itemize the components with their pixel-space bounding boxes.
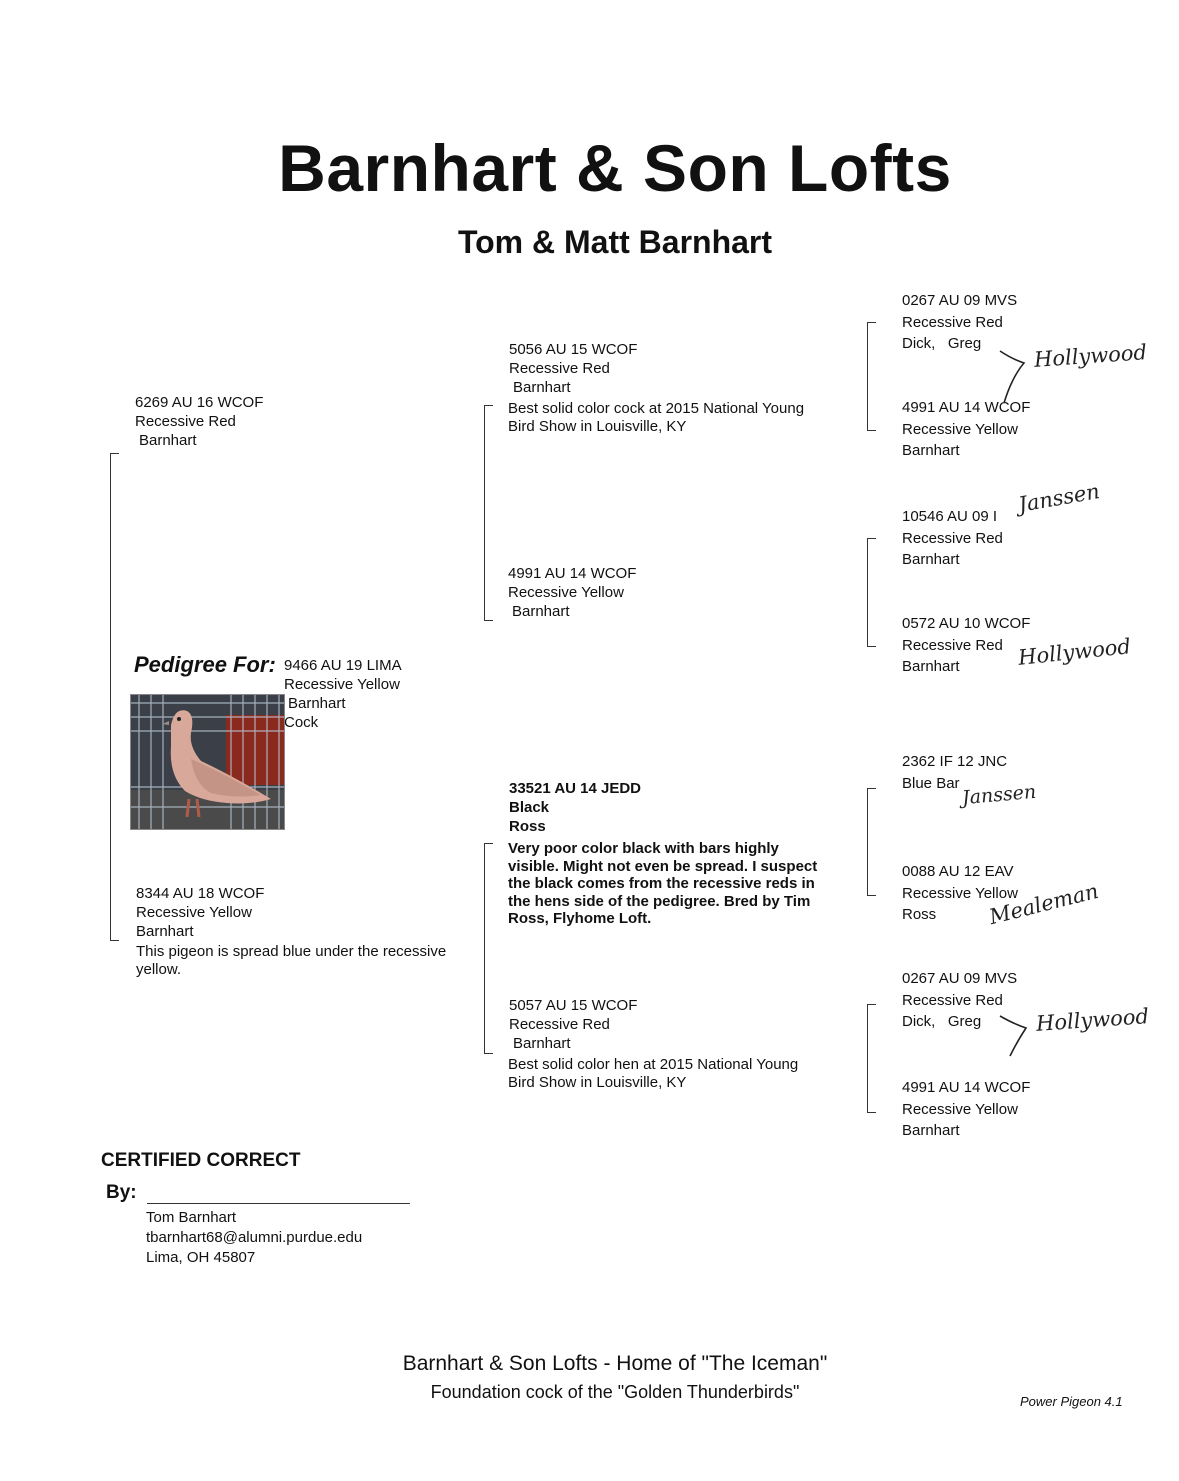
subject-info xyxy=(284,656,402,732)
contact-block xyxy=(146,1208,362,1268)
subject-color: Recessive Yellow xyxy=(284,676,400,693)
pigeon-photo xyxy=(130,694,285,830)
g3-6-breeder: Ross xyxy=(902,906,937,923)
software-version: Power Pigeon 4.1 xyxy=(1020,1394,1123,1409)
g3-7-color: Recessive Red xyxy=(902,991,1003,1009)
g3-4-band: 0572 AU 10 WCOF xyxy=(902,615,1031,632)
by-label: By: xyxy=(106,1182,137,1203)
handwritten-note-6: Hollywood xyxy=(1035,1004,1150,1036)
sire-sire-block xyxy=(509,340,637,397)
contact-address: Lima, OH 45807 xyxy=(146,1249,256,1266)
handwritten-note-4: Janssen xyxy=(961,780,1037,810)
g3-3-band: 10546 AU 09 I xyxy=(902,508,998,525)
handwritten-note-5: Mealeman xyxy=(986,878,1101,930)
dam-sire-note: Very poor color black with bars highly visible. Might not even be spread. I suspect the black comes from the recessive reds in the hens side of the pedigree. Bred by Tim Ross, Flyhome Loft. xyxy=(508,840,818,927)
sire-sire-breeder: Barnhart xyxy=(513,379,571,396)
dam-note: This pigeon is spread blue under the recessive yellow. xyxy=(136,943,447,978)
g3-6-band: 0088 AU 12 EAV xyxy=(902,863,1014,880)
g3-6-color: Recessive Yellow xyxy=(902,884,1018,902)
subject-band: 9466 AU 19 LIMA xyxy=(284,657,402,674)
g3-5-band: 2362 IF 12 JNC xyxy=(902,753,1008,770)
g3-8-breeder: Barnhart xyxy=(902,1122,960,1139)
dam-band: 8344 AU 18 WCOF xyxy=(136,885,265,902)
bracket-gen2-sire xyxy=(484,405,485,621)
sire-band: 6269 AU 16 WCOF xyxy=(135,394,264,411)
sire-dam-band: 4991 AU 14 WCOF xyxy=(508,565,637,582)
dam-block xyxy=(136,884,264,941)
dam-breeder: Barnhart xyxy=(136,923,194,940)
dam-sire-color: Black xyxy=(509,799,550,816)
subject-breeder: Barnhart xyxy=(288,695,346,712)
bracket-gen2-dam xyxy=(484,843,485,1054)
handwritten-note-2: Janssen xyxy=(1016,479,1102,517)
g3-3-block xyxy=(902,506,1003,571)
dam-sire-block xyxy=(509,779,641,836)
handwritten-bracket-2 xyxy=(998,1012,1030,1060)
sire-breeder: Barnhart xyxy=(139,432,197,449)
contact-name: Tom Barnhart xyxy=(146,1209,237,1226)
page-subtitle: Tom & Matt Barnhart xyxy=(457,224,773,260)
g3-8-color: Recessive Yellow xyxy=(902,1100,1018,1118)
page-title: Barnhart & Son Lofts xyxy=(278,131,952,205)
sire-color: Recessive Red xyxy=(135,413,236,430)
g3-2-color: Recessive Yellow xyxy=(902,420,1018,438)
bracket-gen1 xyxy=(110,453,111,941)
dam-sire-band: 33521 AU 14 JEDD xyxy=(509,780,642,797)
bracket-gen3-1 xyxy=(867,322,868,431)
dam-dam-breeder: Barnhart xyxy=(513,1035,571,1052)
bracket-gen3-3 xyxy=(867,788,868,896)
dam-dam-band: 5057 AU 15 WCOF xyxy=(509,997,638,1014)
sire-block xyxy=(135,393,263,450)
certified-heading: CERTIFIED CORRECT xyxy=(101,1150,301,1171)
handwritten-note-1: Hollywood xyxy=(1033,340,1148,372)
g3-4-color: Recessive Red xyxy=(902,636,1003,654)
g3-1-breeder: Dick, Greg xyxy=(902,335,982,352)
g3-3-color: Recessive Red xyxy=(902,529,1003,547)
footer-line-2: Foundation cock of the "Golden Thunderbirds" xyxy=(430,1382,800,1402)
g3-7-breeder: Dick, Greg xyxy=(902,1013,982,1030)
sire-sire-note: Best solid color cock at 2015 National Young Bird Show in Louisville, KY xyxy=(508,400,805,435)
dam-sire-breeder: Ross xyxy=(509,818,546,835)
handwritten-bracket-1 xyxy=(998,347,1028,409)
g3-1-band: 0267 AU 09 MVS xyxy=(902,292,1018,309)
g3-4-block xyxy=(902,613,1030,678)
sire-dam-breeder: Barnhart xyxy=(512,603,570,620)
sire-dam-color: Recessive Yellow xyxy=(508,584,624,601)
pigeon-illustration xyxy=(131,695,284,829)
sire-dam-block xyxy=(508,564,636,621)
contact-email: tbarnhart68@alumni.purdue.edu xyxy=(146,1229,363,1246)
dam-color: Recessive Yellow xyxy=(136,904,252,921)
bracket-gen3-4 xyxy=(867,1004,868,1113)
g3-7-band: 0267 AU 09 MVS xyxy=(902,970,1018,987)
g3-3-breeder: Barnhart xyxy=(902,551,960,568)
pedigree-label: Pedigree For: xyxy=(134,652,276,677)
sire-sire-band: 5056 AU 15 WCOF xyxy=(509,341,638,358)
handwritten-note-3: Hollywood xyxy=(1017,634,1132,670)
g3-8-block xyxy=(902,1077,1030,1142)
g3-8-band: 4991 AU 14 WCOF xyxy=(902,1079,1031,1096)
dam-dam-block xyxy=(509,996,637,1053)
sire-sire-color: Recessive Red xyxy=(509,360,610,377)
subject-sex: Cock xyxy=(284,714,319,731)
dam-dam-note: Best solid color hen at 2015 National Young Bird Show in Louisville, KY xyxy=(508,1056,799,1091)
g3-5-color: Blue Bar xyxy=(902,774,960,792)
bracket-gen3-2 xyxy=(867,538,868,647)
g3-1-color: Recessive Red xyxy=(902,313,1003,331)
g3-1-block xyxy=(902,290,1017,355)
g3-2-breeder: Barnhart xyxy=(902,442,960,459)
g3-2-band: 4991 AU 14 WCOF xyxy=(902,399,1031,416)
signature-line xyxy=(147,1203,410,1204)
dam-dam-color: Recessive Red xyxy=(509,1016,610,1033)
footer-line-1: Barnhart & Son Lofts - Home of "The Iceman" xyxy=(402,1352,828,1375)
g3-4-breeder: Barnhart xyxy=(902,658,960,675)
